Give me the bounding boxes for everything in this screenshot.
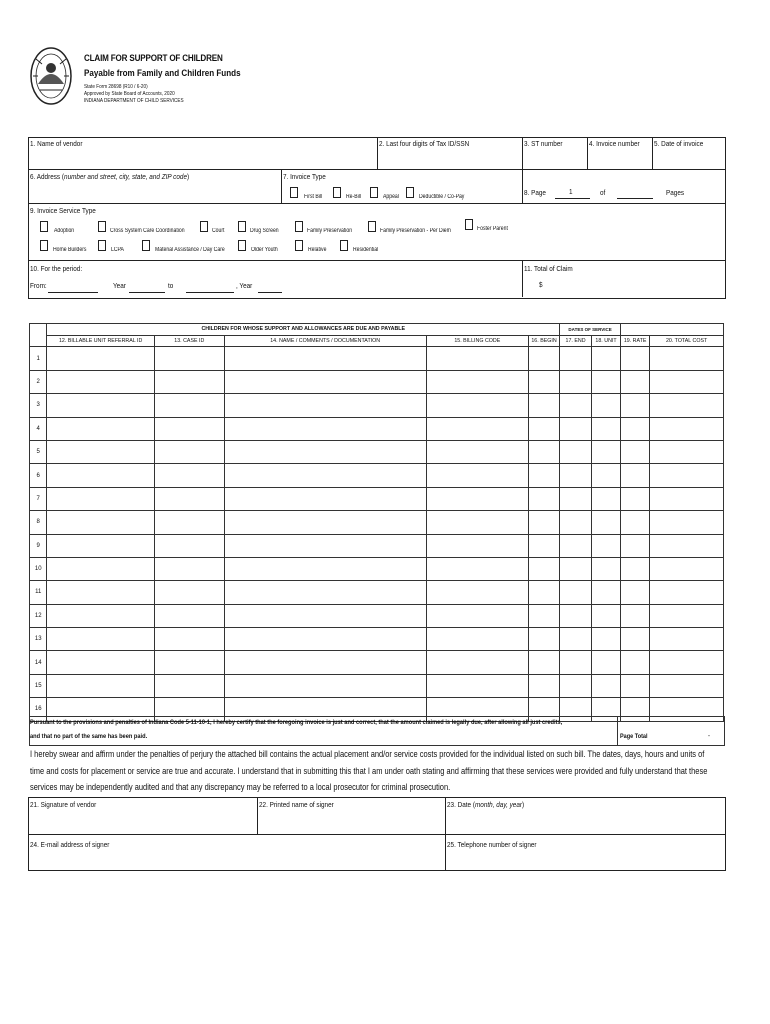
column-header-begin: 16. BEGIN	[528, 335, 559, 347]
cell-case-id[interactable]	[154, 674, 224, 697]
cell-begin[interactable]	[528, 534, 559, 557]
table-row	[30, 557, 724, 580]
page-label: 8. Page	[524, 188, 546, 197]
cell-name-comments[interactable]	[224, 440, 426, 463]
cell-referral-id[interactable]	[47, 534, 154, 557]
service-material-assistance[interactable]: Material Assistance / Day Care	[142, 238, 237, 256]
cell-name-comments[interactable]	[224, 464, 426, 487]
cell-total-cost[interactable]	[650, 417, 724, 440]
printed-name-field[interactable]	[259, 812, 442, 832]
row-number: 6	[30, 464, 47, 487]
row-number: 4	[30, 417, 47, 440]
table-row	[30, 511, 724, 534]
table-row	[30, 651, 724, 674]
row-number: 14	[30, 651, 47, 674]
cell-case-id[interactable]	[154, 511, 224, 534]
service-lcpa[interactable]: LCPA	[98, 238, 126, 256]
cell-billing-code[interactable]	[426, 651, 528, 674]
cell-total-cost[interactable]	[650, 487, 724, 510]
cell-begin[interactable]	[528, 440, 559, 463]
cell-referral-id[interactable]	[47, 557, 154, 580]
column-header-name-comments: 14. NAME / COMMENTS / DOCUMENTATION	[224, 335, 426, 347]
page-total-label: Page Total	[620, 733, 648, 740]
from-date-field[interactable]	[48, 292, 98, 293]
row-number: 13	[30, 628, 47, 651]
row-number: 7	[30, 487, 47, 510]
cell-referral-id[interactable]	[47, 604, 154, 627]
cell-begin[interactable]	[528, 604, 559, 627]
cell-total-cost[interactable]	[650, 464, 724, 487]
row-number: 9	[30, 534, 47, 557]
total-claim-field[interactable]	[548, 276, 718, 294]
cell-referral-id[interactable]	[47, 464, 154, 487]
cell-name-comments[interactable]	[224, 604, 426, 627]
cell-billing-code[interactable]	[426, 487, 528, 510]
cell-rate[interactable]	[621, 674, 650, 697]
service-residential[interactable]: Residential	[340, 238, 383, 256]
dates-of-service-header: DATES OF SERVICE	[560, 324, 621, 336]
cell-rate[interactable]	[621, 628, 650, 651]
cell-referral-id[interactable]	[47, 394, 154, 417]
row-number: 2	[30, 370, 47, 393]
cell-rate[interactable]	[621, 581, 650, 604]
total-claim-label: 11. Total of Claim	[524, 264, 573, 273]
cell-name-comments[interactable]	[224, 651, 426, 674]
column-header-unit: 18. UNIT	[591, 335, 620, 347]
invoice-type-label: 7. Invoice Type	[283, 172, 326, 181]
column-header-end: 17. END	[560, 335, 592, 347]
cell-begin[interactable]	[528, 511, 559, 534]
cell-begin[interactable]	[528, 394, 559, 417]
page-total-value: -	[708, 733, 710, 740]
cell-total-cost[interactable]	[650, 511, 724, 534]
cell-begin[interactable]	[528, 557, 559, 580]
vendor-signature-field[interactable]	[30, 812, 254, 832]
year-label: Year	[113, 281, 126, 290]
cell-unit[interactable]	[591, 370, 620, 393]
checkbox-icon[interactable]	[333, 187, 341, 198]
table-row	[30, 674, 724, 697]
email-label: 24. E-mail address of signer	[30, 840, 110, 849]
cell-billing-code[interactable]	[426, 604, 528, 627]
cell-total-cost[interactable]	[650, 394, 724, 417]
invoice-type-deductible[interactable]: Deductible / Co-Pay	[406, 185, 472, 203]
service-court[interactable]: Court	[200, 219, 227, 237]
vendor-name-field[interactable]	[30, 150, 374, 167]
row-number: 15	[30, 674, 47, 697]
phone-field[interactable]	[447, 850, 721, 868]
cell-name-comments[interactable]	[224, 417, 426, 440]
cell-case-id[interactable]	[154, 557, 224, 580]
cell-unit[interactable]	[591, 511, 620, 534]
service-foster-parent[interactable]: Foster Parent	[465, 217, 513, 235]
cell-unit[interactable]	[591, 534, 620, 557]
printed-name-label: 22. Printed name of signer	[259, 800, 334, 809]
invoice-type-appeal[interactable]: Appeal	[370, 185, 402, 203]
cell-case-id[interactable]	[154, 370, 224, 393]
certification-line1: Pursuant to the provisions and penalties of Indiana Code 5-11-10-1, I hereby certify that the foregoing invoice is just and correct, that the amount claimed is legally due, after allowing all just credits,	[30, 719, 563, 726]
approval-note: Approved by State Board of Accounts, 2020	[84, 91, 175, 97]
cell-end[interactable]	[560, 581, 592, 604]
cell-name-comments[interactable]	[224, 347, 426, 370]
cell-end[interactable]	[560, 534, 592, 557]
row-number: 5	[30, 440, 47, 463]
vendor-signature-label: 21. Signature of vendor	[30, 800, 97, 809]
cell-total-cost[interactable]	[650, 347, 724, 370]
form-number: State Form 28698 (R10 / 6-20)	[84, 84, 148, 90]
invoice-number-field[interactable]	[589, 150, 649, 167]
cell-referral-id[interactable]	[47, 417, 154, 440]
service-type-label: 9. Invoice Service Type	[30, 206, 96, 215]
cell-end[interactable]	[560, 370, 592, 393]
row-number: 12	[30, 604, 47, 627]
page-value[interactable]: 1	[569, 187, 573, 196]
signature-date-label: 23. Date (month, day, year)	[447, 800, 525, 809]
row-number: 8	[30, 511, 47, 534]
cell-unit[interactable]	[591, 604, 620, 627]
cell-name-comments[interactable]	[224, 628, 426, 651]
service-relative[interactable]: Relative	[295, 238, 330, 256]
cell-billing-code[interactable]	[426, 557, 528, 580]
invoice-number-label: 4. Invoice number	[589, 139, 640, 148]
cell-case-id[interactable]	[154, 347, 224, 370]
cell-name-comments[interactable]	[224, 394, 426, 417]
period-label: 10. For the period:	[30, 264, 83, 273]
cell-name-comments[interactable]	[224, 370, 426, 393]
cell-unit[interactable]	[591, 628, 620, 651]
cell-end[interactable]	[560, 557, 592, 580]
cell-case-id[interactable]	[154, 394, 224, 417]
column-header-rate: 19. RATE	[621, 335, 650, 347]
cell-end[interactable]	[560, 394, 592, 417]
cell-rate[interactable]	[621, 347, 650, 370]
email-field[interactable]	[30, 850, 442, 868]
cell-total-cost[interactable]	[650, 370, 724, 393]
invoice-type-first-bill[interactable]: First Bill	[290, 185, 325, 203]
cell-total-cost[interactable]	[650, 534, 724, 557]
cell-begin[interactable]	[528, 347, 559, 370]
cell-rate[interactable]	[621, 440, 650, 463]
cell-total-cost[interactable]	[650, 604, 724, 627]
cell-end[interactable]	[560, 464, 592, 487]
cell-total-cost[interactable]	[650, 557, 724, 580]
total-pages-field[interactable]	[617, 198, 653, 199]
to-label: to	[168, 281, 174, 290]
cell-unit[interactable]	[591, 651, 620, 674]
column-header-case-id: 13. CASE ID	[154, 335, 224, 347]
cell-unit[interactable]	[591, 464, 620, 487]
cell-case-id[interactable]	[154, 604, 224, 627]
invoice-date-label: 5. Date of invoice	[654, 139, 704, 148]
vendor-name-label: 1. Name of vendor	[30, 139, 83, 148]
invoice-type-re-bill[interactable]: Re-Bill	[333, 185, 364, 203]
cell-total-cost[interactable]	[650, 440, 724, 463]
cell-unit[interactable]	[591, 581, 620, 604]
invoice-date-field[interactable]	[654, 150, 722, 167]
cell-billing-code[interactable]	[426, 511, 528, 534]
cell-referral-id[interactable]	[47, 347, 154, 370]
cell-unit[interactable]	[591, 557, 620, 580]
cell-end[interactable]	[560, 604, 592, 627]
to-year-field[interactable]	[258, 292, 282, 293]
cell-case-id[interactable]	[154, 440, 224, 463]
cell-unit[interactable]	[591, 417, 620, 440]
cell-case-id[interactable]	[154, 651, 224, 674]
cell-end[interactable]	[560, 674, 592, 697]
cell-rate[interactable]	[621, 651, 650, 674]
row-number: 16	[30, 698, 47, 721]
signature-date-field[interactable]	[447, 812, 721, 832]
table-row	[30, 581, 724, 604]
service-older-youth[interactable]: Older Youth	[238, 238, 282, 256]
cell-begin[interactable]	[528, 674, 559, 697]
cell-total-cost[interactable]	[650, 581, 724, 604]
cell-billing-code[interactable]	[426, 370, 528, 393]
cell-rate[interactable]	[621, 511, 650, 534]
cell-billing-code[interactable]	[426, 417, 528, 440]
cell-begin[interactable]	[528, 651, 559, 674]
cell-name-comments[interactable]	[224, 534, 426, 557]
service-home-builders[interactable]: Home Builders	[40, 238, 92, 256]
cell-total-cost[interactable]	[650, 674, 724, 697]
row-number: 3	[30, 394, 47, 417]
cell-referral-id[interactable]	[47, 487, 154, 510]
cell-end[interactable]	[560, 651, 592, 674]
cell-begin[interactable]	[528, 581, 559, 604]
cell-begin[interactable]	[528, 370, 559, 393]
cell-unit[interactable]	[591, 487, 620, 510]
cell-referral-id[interactable]	[47, 440, 154, 463]
dollar-sign: $	[539, 280, 543, 289]
cell-rate[interactable]	[621, 604, 650, 627]
table-row	[30, 347, 724, 370]
oath-line3: services may be independently audited and that any discrepancy may be referred to a local prosecutor for criminal prosecution.	[30, 782, 451, 792]
service-family-preservation[interactable]: Family Preservation	[295, 219, 360, 237]
to-date-field[interactable]	[186, 292, 234, 293]
indiana-state-seal-icon	[28, 44, 74, 108]
st-number-label: 3. ST number	[524, 139, 563, 148]
cell-end[interactable]	[560, 628, 592, 651]
group-header: CHILDREN FOR WHOSE SUPPORT AND ALLOWANCES ARE DUE AND PAYABLE	[47, 324, 560, 336]
pages-label: Pages	[666, 188, 685, 197]
table-row	[30, 394, 724, 417]
table-row	[30, 440, 724, 463]
cell-rate[interactable]	[621, 487, 650, 510]
cell-end[interactable]	[560, 440, 592, 463]
cell-unit[interactable]	[591, 347, 620, 370]
cell-end[interactable]	[560, 487, 592, 510]
form-title: CLAIM FOR SUPPORT OF CHILDREN	[84, 53, 223, 64]
cell-billing-code[interactable]	[426, 347, 528, 370]
oath-line2: time and costs for placement or service are true and accurate. I understand that in submitting this that I am under oath stating and affirming that these services were provided and fully understand that these	[30, 766, 708, 776]
cell-begin[interactable]	[528, 417, 559, 440]
cell-billing-code[interactable]	[426, 628, 528, 651]
certification-line2: and that no part of the same has been paid.	[30, 733, 148, 740]
cell-billing-code[interactable]	[426, 581, 528, 604]
table-row	[30, 534, 724, 557]
cell-case-id[interactable]	[154, 581, 224, 604]
cell-rate[interactable]	[621, 534, 650, 557]
cell-rate[interactable]	[621, 370, 650, 393]
cell-case-id[interactable]	[154, 417, 224, 440]
cell-case-id[interactable]	[154, 534, 224, 557]
cell-unit[interactable]	[591, 674, 620, 697]
service-drug-screen[interactable]: Drug Screen	[238, 219, 284, 237]
column-header-referral-id: 12. BILLABLE UNIT REFERRAL ID	[47, 335, 154, 347]
oath-line1: I hereby swear and affirm under the penalties of perjury the attached bill contains the actual placement and/or service costs provided for the individual listed on such bill. The dates, days, hours and units of	[30, 749, 705, 759]
cell-case-id[interactable]	[154, 628, 224, 651]
service-cross-system[interactable]: Cross System Care Coordination	[98, 219, 198, 237]
year2-label: , Year	[236, 281, 253, 290]
cell-case-id[interactable]	[154, 487, 224, 510]
cell-referral-id[interactable]	[47, 674, 154, 697]
cell-rate[interactable]	[621, 394, 650, 417]
phone-label: 25. Telephone number of signer	[447, 840, 537, 849]
cell-begin[interactable]	[528, 487, 559, 510]
department-name: INDIANA DEPARTMENT OF CHILD SERVICES	[84, 98, 184, 104]
cell-billing-code[interactable]	[426, 534, 528, 557]
column-header-billing-code: 15. BILLING CODE	[426, 335, 528, 347]
cell-billing-code[interactable]	[426, 674, 528, 697]
cell-referral-id[interactable]	[47, 581, 154, 604]
table-row	[30, 604, 724, 627]
cell-case-id[interactable]	[154, 464, 224, 487]
table-row	[30, 628, 724, 651]
cell-total-cost[interactable]	[650, 628, 724, 651]
cell-name-comments[interactable]	[224, 581, 426, 604]
cell-name-comments[interactable]	[224, 557, 426, 580]
from-year-field[interactable]	[129, 292, 165, 293]
cell-name-comments[interactable]	[224, 511, 426, 534]
tax-id-field[interactable]	[379, 150, 519, 167]
checkbox-icon[interactable]	[406, 187, 414, 198]
address-label: 6. Address (number and street, city, state, and ZIP code)	[30, 172, 190, 181]
row-number: 11	[30, 581, 47, 604]
cell-referral-id[interactable]	[47, 651, 154, 674]
cell-end[interactable]	[560, 347, 592, 370]
cell-name-comments[interactable]	[224, 487, 426, 510]
service-adoption[interactable]: Adoption	[40, 219, 78, 237]
row-number: 1	[30, 347, 47, 370]
form-subtitle: Payable from Family and Children Funds	[84, 68, 241, 79]
service-family-preservation-per-diem[interactable]: Family Preservation - Per Diem	[368, 219, 463, 237]
address-field[interactable]	[30, 182, 278, 200]
column-header-total-cost: 20. TOTAL COST	[650, 335, 724, 347]
cell-billing-code[interactable]	[426, 440, 528, 463]
checkbox-icon[interactable]	[370, 187, 378, 198]
cell-unit[interactable]	[591, 394, 620, 417]
cell-referral-id[interactable]	[47, 511, 154, 534]
cell-billing-code[interactable]	[426, 464, 528, 487]
cell-unit[interactable]	[591, 440, 620, 463]
cell-rate[interactable]	[621, 417, 650, 440]
from-label: From:	[30, 281, 47, 290]
cell-name-comments[interactable]	[224, 674, 426, 697]
cell-end[interactable]	[560, 511, 592, 534]
table-row	[30, 417, 724, 440]
table-row	[30, 464, 724, 487]
cell-referral-id[interactable]	[47, 370, 154, 393]
checkbox-icon[interactable]	[290, 187, 298, 198]
cell-billing-code[interactable]	[426, 394, 528, 417]
cell-total-cost[interactable]	[650, 651, 724, 674]
table-row	[30, 487, 724, 510]
cell-end[interactable]	[560, 417, 592, 440]
table-row	[30, 370, 724, 393]
of-label: of	[600, 188, 606, 197]
cell-begin[interactable]	[528, 464, 559, 487]
st-number-field[interactable]	[524, 150, 584, 167]
cell-rate[interactable]	[621, 464, 650, 487]
row-number: 10	[30, 557, 47, 580]
cell-referral-id[interactable]	[47, 628, 154, 651]
tax-id-label: 2. Last four digits of Tax ID/SSN	[379, 139, 470, 148]
cell-begin[interactable]	[528, 628, 559, 651]
row-number-header	[30, 324, 47, 347]
cell-rate[interactable]	[621, 557, 650, 580]
children-table	[29, 323, 724, 722]
